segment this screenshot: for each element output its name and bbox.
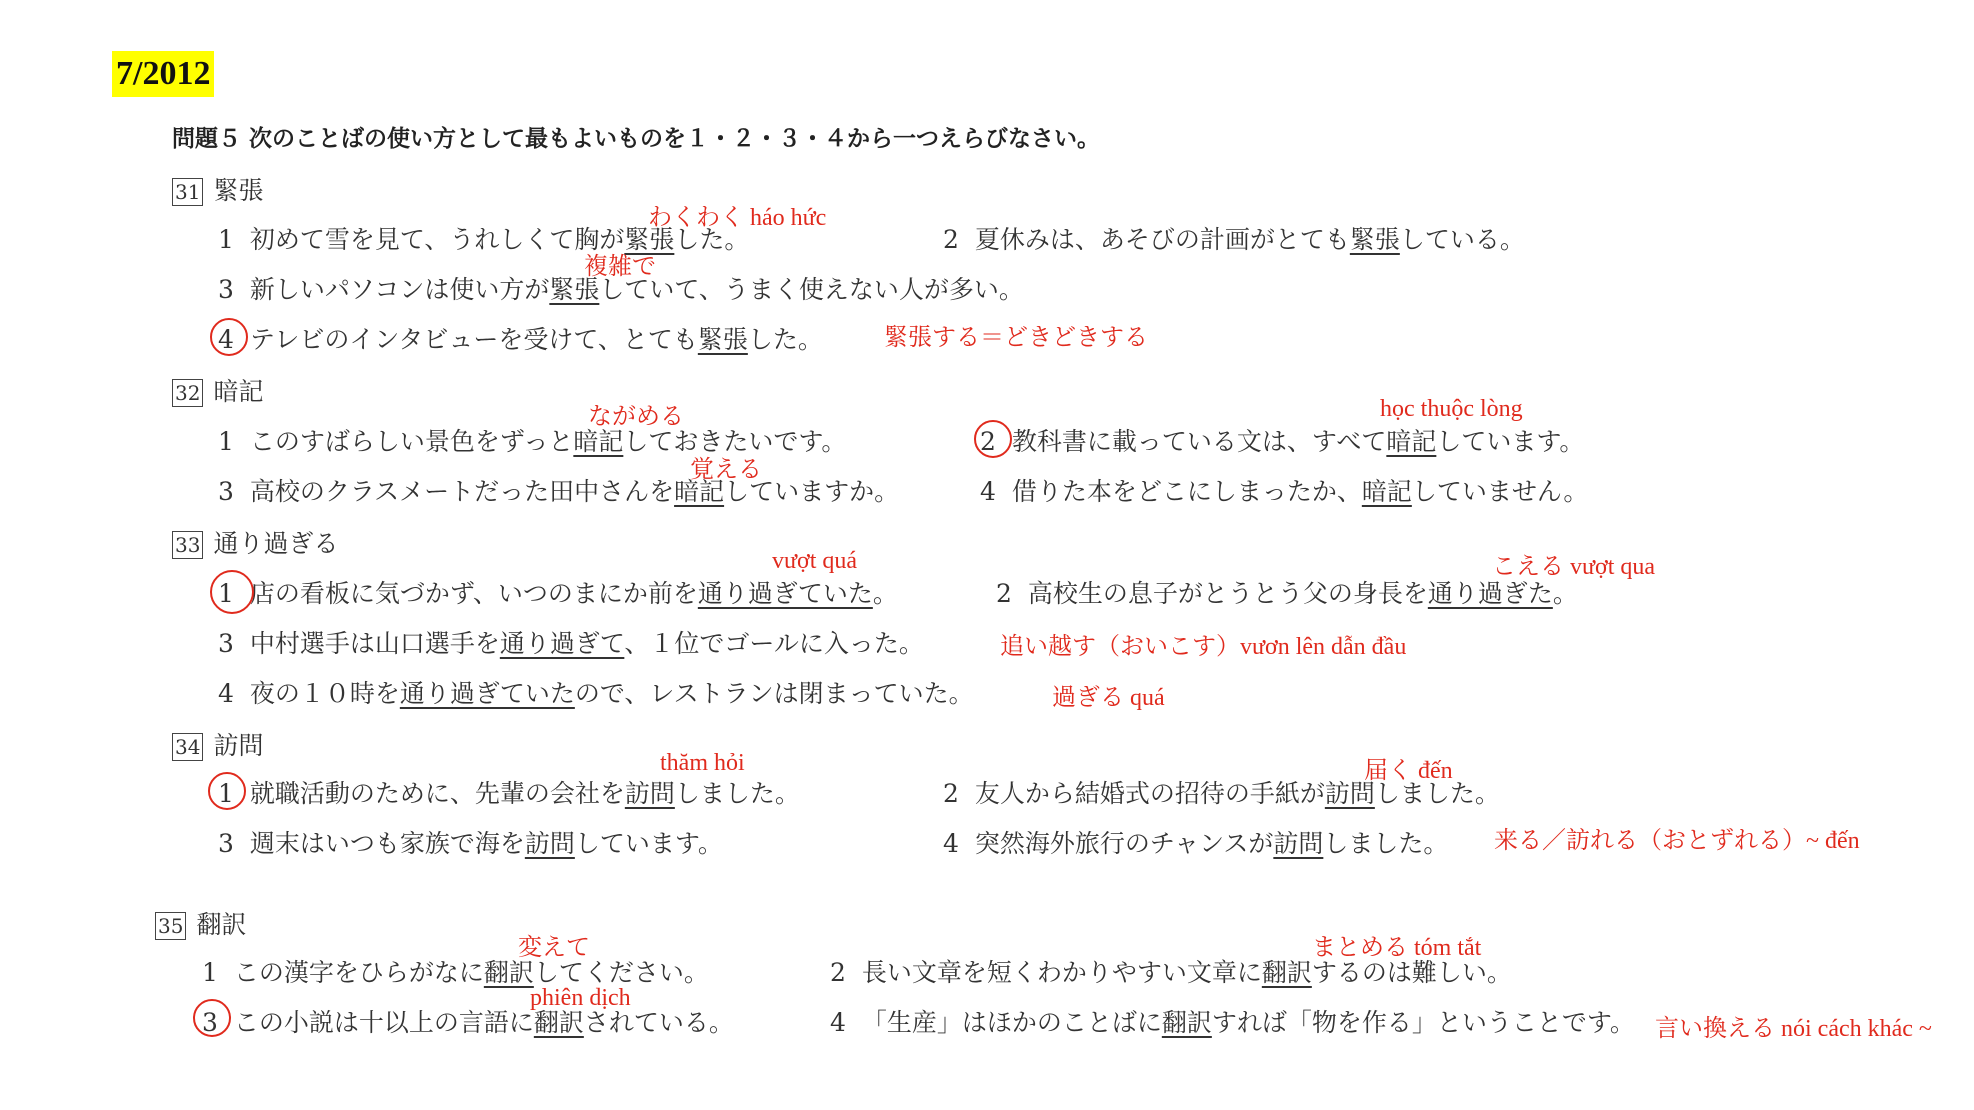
question-number: 31	[172, 178, 203, 206]
note-31-3: 複雑で	[584, 252, 656, 280]
option-31-4[interactable]: 4 テレビのインタビューを受けて、とても緊張した。	[218, 325, 823, 354]
question-word: 訪問	[213, 731, 264, 760]
note-31-1: わくわく háo hức	[648, 205, 827, 231]
question-31-head	[172, 171, 263, 207]
question-32-head	[172, 372, 263, 408]
option-33-4[interactable]: 4 夜の１０時を通り過ぎていたので、レストランは閉まっていた。	[218, 679, 974, 708]
question-number: 35	[155, 912, 186, 940]
question-33-head	[172, 524, 338, 560]
option-32-4[interactable]: 4 借りた本をどこにしまったか、暗記していません。	[980, 477, 1589, 506]
option-33-2[interactable]: 2 高校生の息子がとうとう父の身長を通り過ぎた。	[996, 579, 1578, 608]
note-35-1: 変えて	[518, 933, 590, 961]
note-35-2: まとめる tóm tắt	[1312, 935, 1482, 961]
question-35-head	[155, 905, 246, 941]
note-35-3: phiên dịch	[530, 985, 631, 1011]
note-33-4: 過ぎる quá	[1052, 685, 1165, 711]
note-32-2: học thuộc lòng	[1380, 396, 1523, 422]
question-number: 34	[172, 733, 203, 761]
note-31-4: 緊張する＝どきどきする	[884, 323, 1148, 351]
option-31-3[interactable]: 3 新しいパソコンは使い方が緊張していて、うまく使えない人が多い。	[218, 275, 1024, 304]
note-34-4: 来る／訪れる（おとずれる）~ đến	[1494, 828, 1860, 854]
note-35-4: 言い換える nói cách khác ~	[1655, 1016, 1932, 1042]
option-34-3[interactable]: 3 週末はいつも家族で海を訪問しています。	[218, 829, 723, 858]
note-32-3: 覚える	[690, 455, 762, 483]
option-33-1[interactable]: 1 店の看板に気づかず、いつのまにか前を通り過ぎていた。	[218, 579, 898, 608]
option-35-2[interactable]: 2 長い文章を短くわかりやすい文章に翻訳するのは難しい。	[830, 958, 1512, 987]
question-number: 32	[172, 379, 203, 407]
note-32-1: ながめる	[588, 402, 684, 430]
option-32-3[interactable]: 3 高校のクラスメートだった田中さんを暗記していますか。	[218, 477, 900, 506]
note-34-2: 届く đến	[1364, 758, 1453, 784]
note-33-2: こえる vượt qua	[1492, 554, 1656, 580]
answer-circle-32	[974, 420, 1012, 458]
option-35-3[interactable]: 3 この小説は十以上の言語に翻訳されている。	[202, 1008, 734, 1037]
option-31-2[interactable]: 2 夏休みは、あそびの計画がとても緊張している。	[943, 225, 1525, 254]
question-34-head	[172, 726, 263, 762]
date-label: 7/2012	[112, 51, 214, 97]
question-word: 翻訳	[196, 910, 247, 939]
question-number: 33	[172, 531, 203, 559]
answer-circle-34	[208, 772, 246, 810]
instruction-text: 問題５ 次のことばの使い方として最もよいものを１・２・３・４から一つえらびなさい。	[172, 126, 1101, 152]
option-34-2[interactable]: 2 友人から結婚式の招待の手紙が訪問しました。	[943, 779, 1500, 808]
option-33-3[interactable]: 3 中村選手は山口選手を通り過ぎて、１位でゴールに入った。	[218, 629, 924, 658]
option-31-1[interactable]: 1 初めて雪を見て、うれしくて胸が緊張した。	[218, 225, 750, 254]
answer-circle-35	[193, 999, 231, 1037]
answer-circle-31	[210, 318, 248, 356]
option-35-1[interactable]: 1 この漢字をひらがなに翻訳してください。	[202, 958, 709, 987]
note-33-1: vượt quá	[772, 548, 858, 574]
note-34-1: thăm hỏi	[660, 750, 745, 776]
option-34-1[interactable]: 1 就職活動のために、先輩の会社を訪問しました。	[218, 779, 800, 808]
question-word: 通り過ぎる	[213, 529, 339, 558]
answer-circle-33	[210, 570, 254, 614]
note-33-3: 追い越す（おいこす）vươn lên dẫn đầu	[1000, 634, 1407, 660]
option-32-1[interactable]: 1 このすばらしい景色をずっと暗記しておきたいです。	[218, 427, 847, 456]
question-word: 暗記	[213, 377, 264, 406]
option-32-2[interactable]: 2 教科書に載っている文は、すべて暗記しています。	[980, 427, 1585, 456]
option-34-4[interactable]: 4 突然海外旅行のチャンスが訪問しました。	[943, 829, 1449, 858]
option-35-4[interactable]: 4 「生産」はほかのことばに翻訳すれば「物を作る」ということです。	[830, 1008, 1635, 1037]
question-word: 緊張	[213, 176, 264, 205]
